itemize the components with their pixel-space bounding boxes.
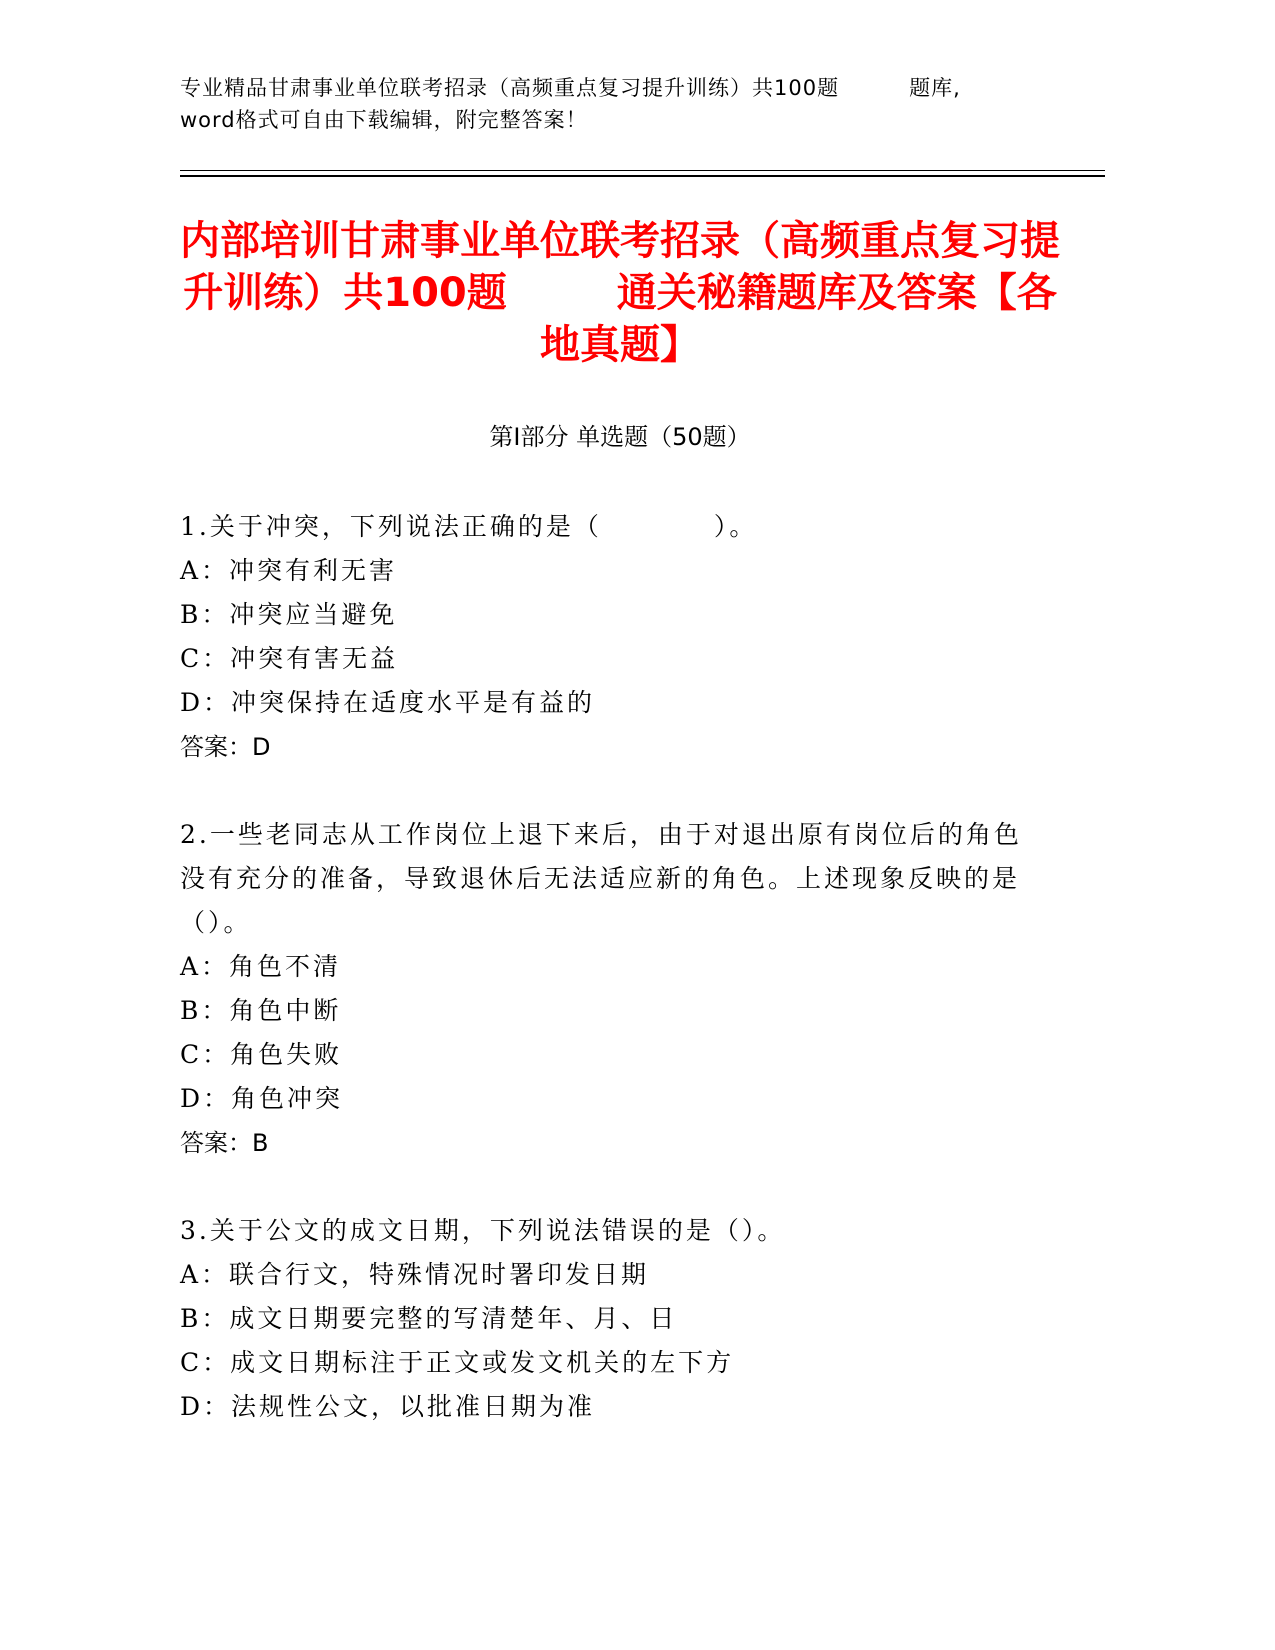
option-c: C：角色失败 (180, 1040, 343, 1069)
header-line-1 (180, 72, 1060, 104)
question-2 (180, 813, 1030, 1165)
question-list (180, 505, 1030, 1473)
option-a: A：联合行文，特殊情况时署印发日期 (180, 1260, 650, 1289)
option-c: C：成文日期标注于正文或发文机关的左下方 (180, 1348, 735, 1377)
question-stem: 3.关于公文的成文日期，下列说法错误的是（）。 (180, 1216, 786, 1245)
title-part-2: 通关秘籍题库及答案【各地真题】 (540, 270, 1057, 368)
header-right-text: 题库, (909, 76, 961, 100)
option-d: D：冲突保持在适度水平是有益的 (180, 688, 596, 717)
question-stem: 2.一些老同志从工作岗位上退下来后，由于对退出原有岗位后的角色没有充分的准备，导致退休后无法适应新的角色。上述现象反映的是（）。 (180, 820, 1022, 937)
option-c: C：冲突有害无益 (180, 644, 399, 673)
header-line-2: word格式可自由下载编辑，附完整答案！ (180, 108, 588, 132)
option-b: B：冲突应当避免 (180, 600, 398, 629)
option-a: A：角色不清 (180, 952, 342, 981)
header-divider-thin (180, 170, 1105, 171)
option-d: D：角色冲突 (180, 1084, 344, 1113)
header-left-text: 专业精品甘肃事业单位联考招录（高频重点复习提升训练）共100题 (180, 76, 840, 100)
option-a: A：冲突有利无害 (180, 556, 398, 585)
option-b: B：成文日期要完整的写清楚年、月、日 (180, 1304, 678, 1333)
option-d: D：法规性公文，以批准日期为准 (180, 1392, 596, 1421)
section-title: 第Ⅰ部分 单选题（50题） (489, 423, 751, 451)
answer-line: 答案：D (180, 733, 271, 761)
answer-line: 答案：B (180, 1129, 269, 1157)
question-stem: 1.关于冲突，下列说法正确的是（ ）。 (180, 512, 758, 541)
header-divider-thick (180, 175, 1105, 177)
title-part-1: 内部培训甘肃事业单位联考招录（高频重点复习提升训练）共100题 (180, 218, 1060, 316)
option-b: B：角色中断 (180, 996, 342, 1025)
document-title (180, 215, 1060, 371)
question-3 (180, 1209, 1030, 1429)
question-1 (180, 505, 1030, 769)
header-note (180, 72, 1060, 136)
